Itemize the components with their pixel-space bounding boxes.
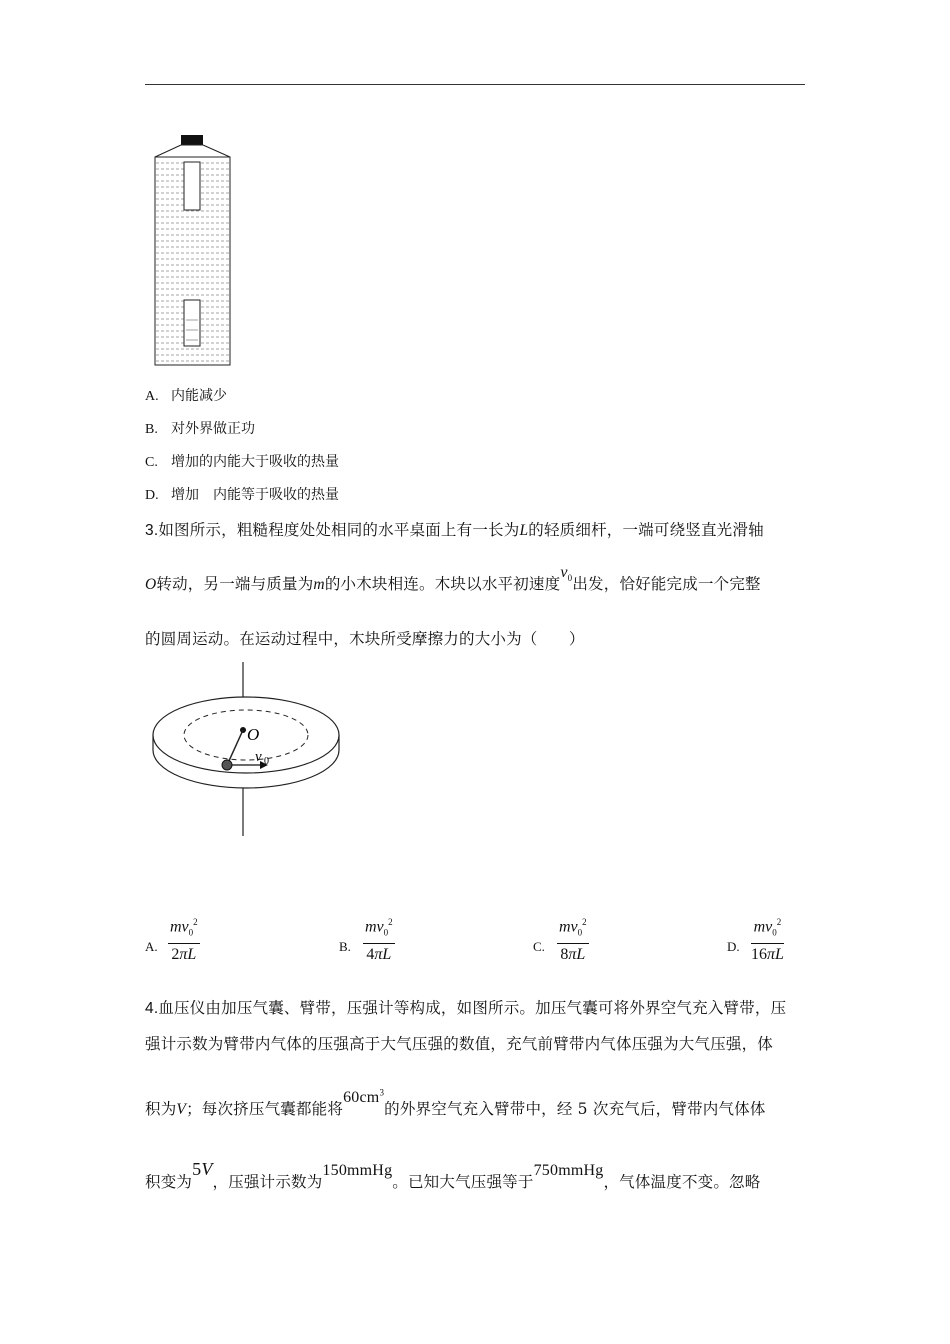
fraction: $\frac{mv_0^2}{8\pi L}$ <box>557 912 589 966</box>
fraction: $\frac{mv_0^2}{2\pi L}$ <box>168 912 200 966</box>
label-O: O <box>247 725 260 744</box>
var-v0: $v_0$ <box>560 564 573 584</box>
fraction: $\frac{mv_0^2}{16\pi L}$ <box>751 912 784 966</box>
option-label: D. <box>145 488 159 503</box>
q2-option-b <box>145 418 255 438</box>
atmospheric-pressure-value: 750mmHg <box>533 1162 604 1179</box>
option-label: C. <box>145 455 158 470</box>
q3-text: 如图所示，粗糙程度处处相同的水平桌面上有一长为 <box>158 521 520 539</box>
q3-text: 的圆周运动。在运动过程中，木块所受摩擦力的大小为（ ） <box>145 630 585 648</box>
question-number: 3. <box>145 522 159 539</box>
option-text: 增加的内能大于吸收的热量 <box>171 454 339 470</box>
option-text: 增加 内能等于吸收的热量 <box>171 487 339 503</box>
q3-text: 的小木块相连。木块以水平初速度 <box>324 575 561 593</box>
q4-line-2 <box>145 1032 773 1054</box>
block <box>222 760 232 770</box>
q4-text: ，气体温度不变。忽略 <box>603 1173 761 1191</box>
q4-line-3 <box>145 1087 766 1119</box>
option-label: A. <box>145 389 159 404</box>
q4-text: 血压仪由加压气囊、臂带，压强计等构成，如图所示。加压气囊可将外界空气充入臂带，压 <box>158 999 787 1017</box>
upper-tube <box>184 162 200 210</box>
header-rule <box>145 84 805 85</box>
q3-line-3 <box>145 627 585 649</box>
q2-figure-container <box>150 130 240 370</box>
q2-option-d <box>145 484 339 504</box>
pressure-gauge-value: 150mmHg <box>322 1162 393 1179</box>
fraction: $\frac{mv_0^2}{4\pi L}$ <box>363 912 395 966</box>
q4-line-4 <box>145 1159 761 1192</box>
var-L: L <box>519 522 529 539</box>
q4-text: 强计示数为臂带内气体的压强高于大气压强的数值，充气前臂带内气体压强为大气压强，体 <box>145 1035 774 1053</box>
var-m: m <box>313 576 325 593</box>
q3-text: 出发，恰好能完成一个完整 <box>572 575 761 593</box>
var-V: V <box>176 1101 187 1118</box>
q4-text: ，压强计示数为 <box>212 1173 323 1191</box>
volume-value: $60cm^3$ <box>343 1087 385 1106</box>
lower-tube <box>184 300 200 346</box>
label-v-sub: 0 <box>264 756 269 767</box>
q3-line-1 <box>145 518 764 540</box>
option-text: 内能减少 <box>171 388 227 404</box>
question-number: 4. <box>145 1000 159 1017</box>
q4-text: 积为 <box>145 1100 177 1118</box>
lid-block <box>181 135 203 145</box>
q3-line-2 <box>145 564 761 595</box>
q2-option-a <box>145 385 227 405</box>
option-label: B. <box>339 939 351 954</box>
option-label: A. <box>145 939 158 954</box>
option-label: B. <box>145 422 158 437</box>
var-O: O <box>145 576 157 593</box>
q4-text: 的外界空气充入臂带中，经 5 次充气后，臂带内气体体 <box>384 1100 766 1118</box>
q4-text: ；每次挤压气囊都能将 <box>186 1100 344 1118</box>
q4-text: 积变为 <box>145 1173 193 1191</box>
q3-text: 的轻质细杆，一端可绕竖直光滑轴 <box>528 521 764 539</box>
q3-figure-disc <box>148 660 348 840</box>
label-v: v <box>255 749 262 765</box>
q4-text: 。已知大气压强等于 <box>392 1173 534 1191</box>
q2-option-c <box>145 451 339 471</box>
option-label: C. <box>533 939 545 954</box>
q4-line-1 <box>145 996 786 1018</box>
q3-text: 转动，另一端与质量为 <box>156 575 314 593</box>
option-label: D. <box>727 939 740 954</box>
option-text: 对外界做正功 <box>171 421 255 437</box>
var-5V: 5V <box>192 1159 213 1179</box>
